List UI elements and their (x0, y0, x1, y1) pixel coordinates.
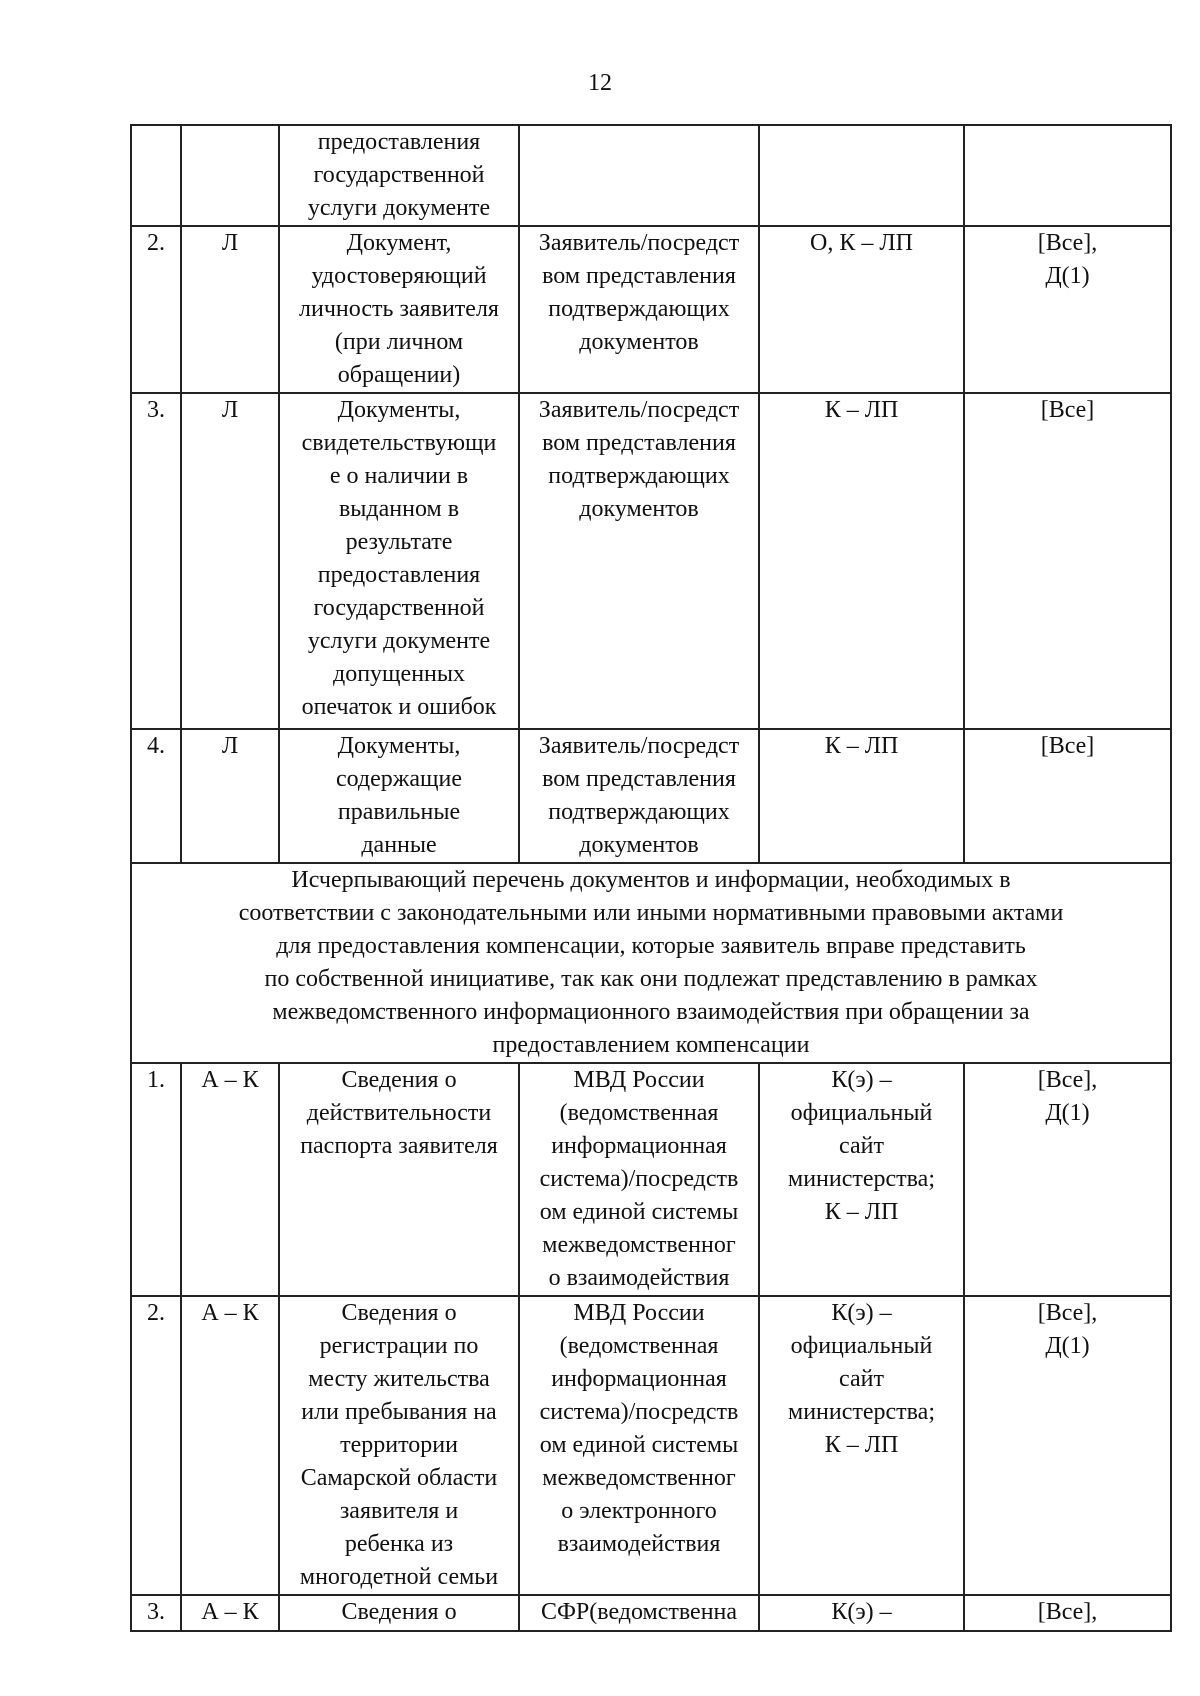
row-number: 2. (131, 226, 181, 393)
row-number: 3. (131, 1595, 181, 1631)
row-number (131, 125, 181, 226)
table-row (131, 393, 1171, 729)
form-cell: К – ЛП (759, 393, 964, 729)
table-row (131, 1063, 1171, 1296)
source-cell: Заявитель/посредст вом представления подтверждающих документов (519, 393, 759, 729)
scope-cell: [Все], Д(1) (964, 226, 1171, 393)
form-cell: К – ЛП (759, 729, 964, 863)
scope-cell: [Все], Д(1) (964, 1063, 1171, 1296)
form-cell: О, К – ЛП (759, 226, 964, 393)
table-row (131, 226, 1171, 393)
document-cell: Документы, свидетельствующи е о наличии в выданном в результате предоставления государственной услуги документе допущенных опечаток и ошибок (279, 393, 519, 729)
source-cell: СФР(ведомственна (519, 1595, 759, 1631)
section-heading-row (131, 863, 1171, 1063)
source-cell: МВД России (ведомственная информационная система)/посредств ом единой системы межведомственног о электронного взаимодействия (519, 1296, 759, 1595)
page-number: 12 (588, 70, 612, 96)
form-cell (759, 125, 964, 226)
documents-table (130, 124, 1172, 1632)
row-code: Л (181, 226, 279, 393)
form-cell: К(э) – официальный сайт министерства; К – ЛП (759, 1296, 964, 1595)
form-cell: К(э) – (759, 1595, 964, 1631)
scope-cell: [Все] (964, 729, 1171, 863)
row-code: А – К (181, 1296, 279, 1595)
row-code (181, 125, 279, 226)
source-cell: МВД России (ведомственная информационная система)/посредств ом единой системы межведомственног о взаимодействия (519, 1063, 759, 1296)
table-row (131, 729, 1171, 863)
row-number: 1. (131, 1063, 181, 1296)
row-number: 2. (131, 1296, 181, 1595)
row-code: А – К (181, 1063, 279, 1296)
source-cell: Заявитель/посредст вом представления подтверждающих документов (519, 226, 759, 393)
scope-cell: [Все], (964, 1595, 1171, 1631)
row-code: Л (181, 393, 279, 729)
section-heading: Исчерпывающий перечень документов и информации, необходимых в соответствии с законодательными или иными нормативными правовыми актами для предоставления компенсации, которые заявитель вправе представить по собственной инициативе, так как они подлежат представлению в рамках межведомственного информационного взаимодействия при обращении за предоставлением компенсации (131, 863, 1171, 1063)
scope-cell: [Все], Д(1) (964, 1296, 1171, 1595)
source-cell (519, 125, 759, 226)
scope-cell (964, 125, 1171, 226)
document-cell: Документы, содержащие правильные данные (279, 729, 519, 863)
source-cell: Заявитель/посредст вом представления подтверждающих документов (519, 729, 759, 863)
row-number: 3. (131, 393, 181, 729)
document-cell: Сведения о (279, 1595, 519, 1631)
table-row (131, 125, 1171, 226)
form-cell: К(э) – официальный сайт министерства; К – ЛП (759, 1063, 964, 1296)
document-cell: Сведения о действительности паспорта заявителя (279, 1063, 519, 1296)
row-code: Л (181, 729, 279, 863)
scope-cell: [Все] (964, 393, 1171, 729)
row-code: А – К (181, 1595, 279, 1631)
document-cell: Сведения о регистрации по месту жительства или пребывания на территории Самарской области заявителя и ребенка из многодетной семьи (279, 1296, 519, 1595)
document-cell: предоставления государственной услуги документе (279, 125, 519, 226)
table-row (131, 1595, 1171, 1631)
table-row (131, 1296, 1171, 1595)
row-number: 4. (131, 729, 181, 863)
document-cell: Документ, удостоверяющий личность заявителя (при личном обращении) (279, 226, 519, 393)
